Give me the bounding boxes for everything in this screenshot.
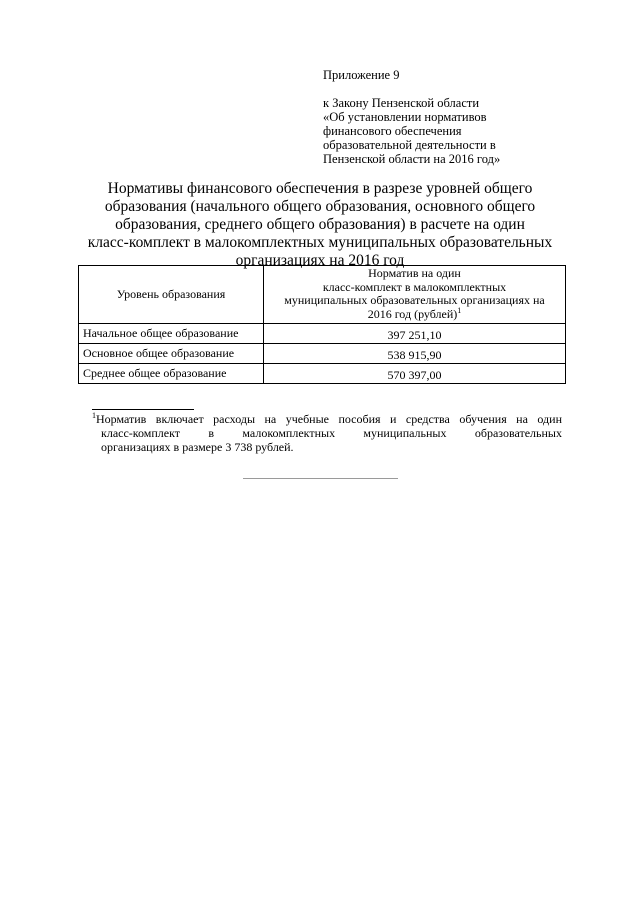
header-norm-line: класс-комплект в малокомплектных — [322, 279, 507, 294]
header-level-label: Уровень образования — [116, 286, 226, 301]
footnote-line — [92, 412, 562, 426]
footnote-separator — [92, 409, 194, 410]
row-value-cell: 397 251,10 — [264, 324, 566, 344]
document-title — [68, 180, 572, 270]
row-level-cell: Основное общее образование — [79, 344, 264, 364]
footnote-line: организациях в размере 3 738 рублей. — [101, 440, 294, 454]
norms-table — [78, 265, 566, 384]
header-norm-cell — [264, 266, 566, 324]
title-line: образования, среднего общего образования) в расчете на один — [115, 216, 525, 233]
annex-line: «Об установлении нормативов — [323, 110, 487, 124]
footnote-text: Норматив включает расходы на учебные пособия и средства обучения на один — [96, 412, 562, 426]
annex-line: Пензенской области на 2016 год» — [323, 152, 501, 166]
row-value-cell: 538 915,90 — [264, 344, 566, 364]
title-line: Нормативы финансового обеспечения в разрезе уровней общего — [107, 180, 533, 197]
header-norm-line: 2016 год (рублей) — [367, 306, 458, 321]
header-norm-line-last — [266, 305, 563, 322]
annex-block — [323, 68, 573, 166]
footnote-marker: 1 — [92, 411, 96, 420]
table-header-row — [79, 266, 566, 324]
table-row — [79, 344, 566, 364]
table-row — [79, 364, 566, 384]
row-level-cell: Среднее общее образование — [79, 364, 264, 384]
header-norm-line: Норматив на один — [368, 266, 461, 280]
row-value-cell: 570 397,00 — [264, 364, 566, 384]
title-line: класс-комплект в малокомплектных муниципальных образовательных — [87, 234, 553, 251]
annex-title: Приложение 9 — [323, 68, 400, 82]
title-line: образования (начального общего образования, основного общего — [104, 198, 536, 215]
header-level-cell — [79, 266, 264, 324]
annex-line: финансового обеспечения — [323, 124, 462, 138]
footnote-line: класс-комплект в малокомплектных муниципальных образовательных — [101, 426, 562, 440]
title-line: организациях на 2016 год — [235, 252, 405, 269]
footnote — [92, 412, 562, 454]
annex-line: образовательной деятельности в — [323, 138, 496, 152]
footnote-reference: 1 — [457, 305, 462, 315]
annex-line: к Закону Пензенской области — [323, 96, 480, 110]
row-level-cell: Начальное общее образование — [79, 324, 264, 344]
header-norm-line: муниципальных образовательных организациях на — [284, 293, 545, 307]
end-separator — [243, 478, 398, 479]
table-row — [79, 324, 566, 344]
